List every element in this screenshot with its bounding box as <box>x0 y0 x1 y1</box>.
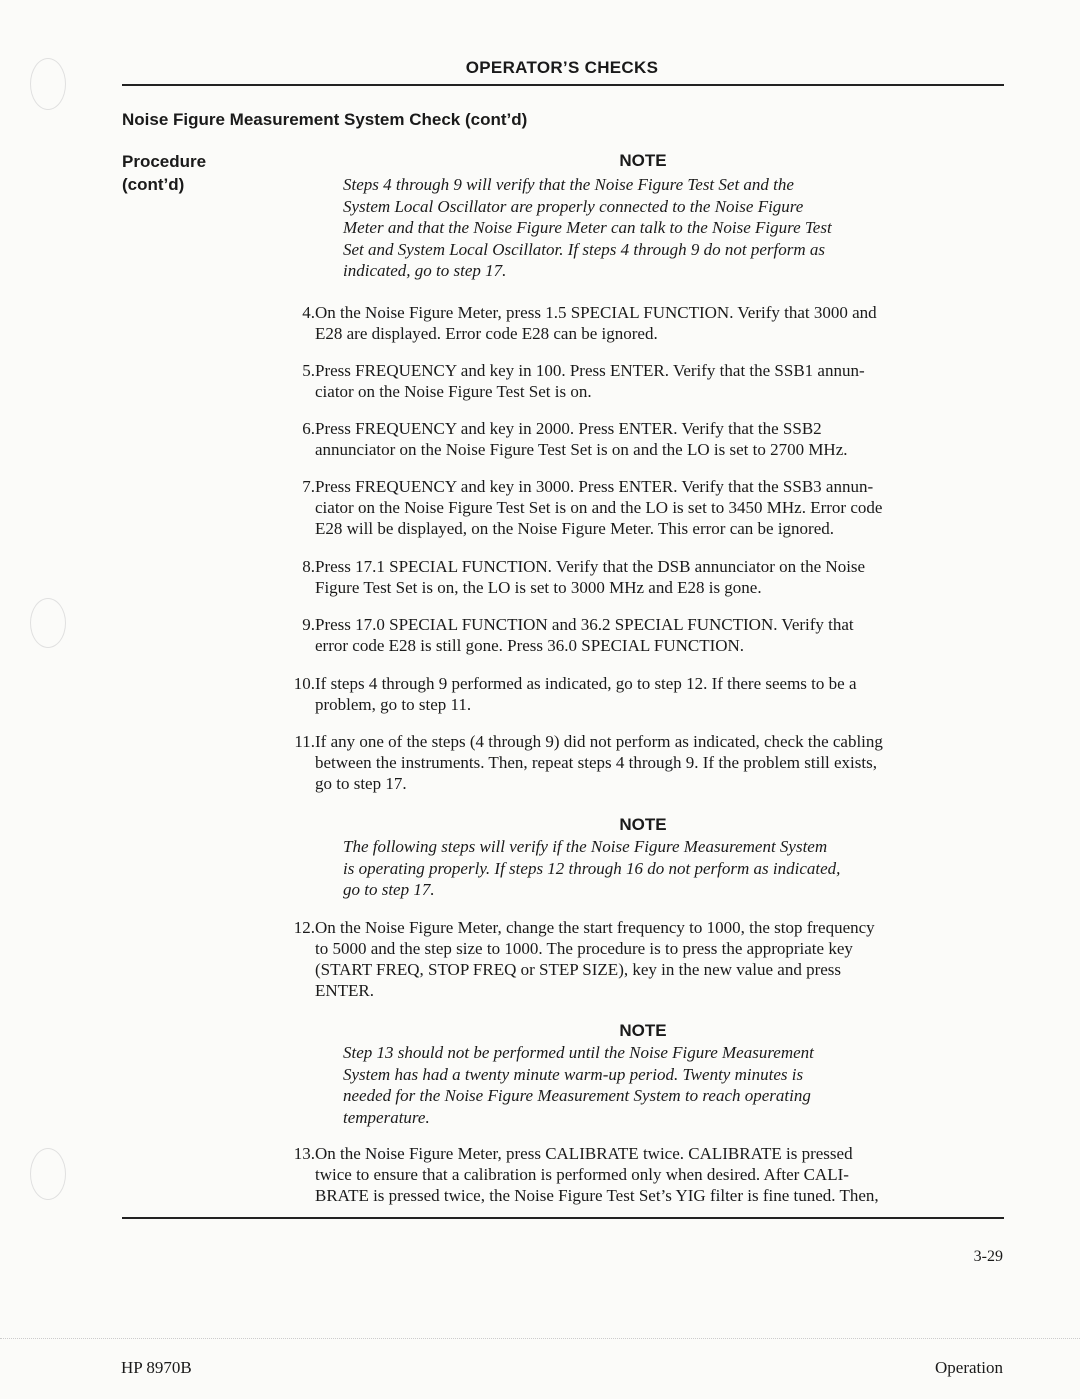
step-number: 11. <box>294 732 315 751</box>
step-line: If steps 4 through 9 performed as indicated, go to step 12. If there seems to be a <box>315 674 857 693</box>
footer-model: HP 8970B <box>121 1358 192 1377</box>
step-line: annunciator on the Noise Figure Test Set is on and the LO is set to 2700 MHz. <box>315 440 848 459</box>
note-line: go to step 17. <box>343 880 435 899</box>
note-title: NOTE <box>619 1021 667 1040</box>
step-line: On the Noise Figure Meter, change the start frequency to 1000, the stop frequency <box>315 918 875 937</box>
step-item <box>285 476 1005 539</box>
step-line: ciator on the Noise Figure Test Set is on and the LO is set to 3450 MHz. Error code <box>315 498 883 517</box>
hole-punch-mark <box>30 598 66 648</box>
note-line: Set and System Local Oscillator. If steps 4 through 9 do not perform as <box>343 239 825 259</box>
side-label <box>122 150 206 196</box>
step-line: Figure Test Set is on, the LO is set to 3000 MHz and E28 is gone. <box>315 578 762 597</box>
footer-rule <box>122 1217 1004 1219</box>
note-line: System has had a twenty minute warm-up period. Twenty minutes is <box>343 1064 804 1084</box>
step-line: Press 17.0 SPECIAL FUNCTION and 36.2 SPECIAL FUNCTION. Verify that <box>315 615 854 634</box>
step-text <box>315 360 1005 402</box>
step-line: Press FREQUENCY and key in 3000. Press ENTER. Verify that the SSB3 annun- <box>315 477 874 496</box>
step-text <box>315 917 1005 1001</box>
step-line: twice to ensure that a calibration is performed only when desired. After CALI- <box>315 1165 849 1184</box>
step-text <box>315 302 1005 344</box>
step-line: E28 are displayed. Error code E28 can be ignored. <box>315 324 658 343</box>
step-line: ENTER. <box>315 981 375 1000</box>
step-text <box>315 556 1005 598</box>
step-item <box>285 302 1005 344</box>
step-line: BRATE is pressed twice, the Noise Figure Test Set’s YIG filter is fine tuned. Then, <box>315 1186 879 1205</box>
step-text <box>315 1143 1005 1206</box>
side-label-line: Procedure <box>122 152 207 171</box>
step-number: 9. <box>302 615 315 634</box>
step-item <box>285 614 1005 656</box>
step-item <box>285 556 1005 598</box>
note-line: indicated, go to step 17. <box>343 261 507 280</box>
step-text <box>315 476 1005 539</box>
step-text <box>315 614 1005 656</box>
step-line: Press FREQUENCY and key in 2000. Press ENTER. Verify that the SSB2 <box>315 419 822 438</box>
step-item <box>285 418 1005 460</box>
header-rule <box>122 84 1004 86</box>
step-number: 13. <box>293 1144 315 1163</box>
step-line: Press 17.1 SPECIAL FUNCTION. Verify that the DSB annunciator on the Noise <box>315 557 866 576</box>
note-line: The following steps will verify if the Noise Figure Measurement System <box>343 837 828 856</box>
step-number: 8. <box>302 557 315 576</box>
step-item <box>285 360 1005 402</box>
step-line: problem, go to step 11. <box>315 695 472 714</box>
step-text <box>315 731 1005 794</box>
step-line: ciator on the Noise Figure Test Set is on. <box>315 382 592 401</box>
note-title: NOTE <box>619 151 667 170</box>
step-item <box>285 673 1005 715</box>
note-line: needed for the Noise Figure Measurement System to reach operating <box>343 1086 811 1105</box>
step-line: If any one of the steps (4 through 9) did not perform as indicated, check the cabling <box>315 732 883 751</box>
step-number: 10. <box>293 674 315 693</box>
hole-punch-mark <box>30 58 66 110</box>
step-text <box>315 673 1005 715</box>
page-number: 3-29 <box>973 1248 1003 1265</box>
footer-chapter: Operation <box>935 1358 1003 1377</box>
note-line: temperature. <box>343 1107 430 1127</box>
step-line: between the instruments. Then, repeat steps 4 through 9. If the problem still exists, <box>315 753 877 772</box>
step-line: On the Noise Figure Meter, press CALIBRATE twice. CALIBRATE is pressed <box>315 1144 853 1163</box>
note-body <box>343 1042 945 1128</box>
step-line: Press FREQUENCY and key in 100. Press ENTER. Verify that the SSB1 annun- <box>315 361 865 380</box>
scan-dotted-line <box>0 1338 1080 1339</box>
step-number: 12. <box>293 918 315 937</box>
note-line: is operating properly. If steps 12 through 16 do not perform as indicated, <box>343 858 841 878</box>
section-title: Noise Figure Measurement System Check (cont’d) <box>122 110 528 129</box>
step-line: to 5000 and the step size to 1000. The procedure is to press the appropriate key <box>315 939 853 958</box>
step-number: 5. <box>302 361 315 380</box>
step-line: On the Noise Figure Meter, press 1.5 SPECIAL FUNCTION. Verify that 3000 and <box>315 303 877 322</box>
side-label-line: (cont’d) <box>122 175 185 194</box>
step-text <box>315 418 1005 460</box>
step-line: go to step 17. <box>315 774 407 793</box>
step-line: error code E28 is still gone. Press 36.0 SPECIAL FUNCTION. <box>315 636 745 655</box>
step-number: 7. <box>302 477 315 496</box>
step-line: E28 will be displayed, on the Noise Figure Meter. This error can be ignored. <box>315 519 835 538</box>
step-line: (START FREQ, STOP FREQ or STEP SIZE), key in the new value and press <box>315 960 842 979</box>
step-number: 4. <box>302 303 315 322</box>
page-header-title: OPERATOR’S CHECKS <box>465 58 659 77</box>
note-line: Step 13 should not be performed until the Noise Figure Measurement <box>343 1043 814 1062</box>
note-line: Meter and that the Noise Figure Meter can talk to the Noise Figure Test <box>343 218 832 237</box>
hole-punch-mark <box>30 1148 66 1200</box>
step-item <box>285 731 1005 794</box>
note-body <box>343 174 945 282</box>
note-body <box>343 836 945 901</box>
step-item <box>285 1143 1005 1206</box>
note-line: System Local Oscillator are properly connected to the Noise Figure <box>343 196 804 216</box>
step-number: 6. <box>302 419 315 438</box>
note-line: Steps 4 through 9 will verify that the Noise Figure Test Set and the <box>343 175 794 194</box>
step-item <box>285 917 1005 1001</box>
note-title: NOTE <box>619 815 667 834</box>
